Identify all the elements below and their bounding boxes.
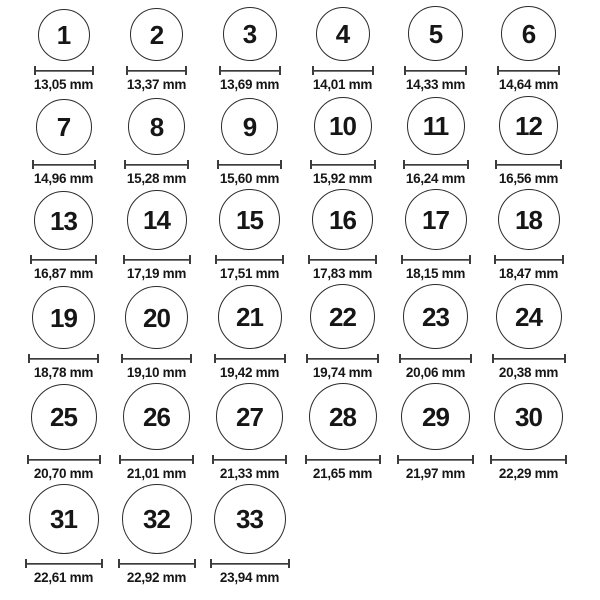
ring-circle xyxy=(125,286,188,349)
ring-circle xyxy=(221,98,278,155)
ring-size-number: 11 xyxy=(422,111,449,141)
diameter-measure-line xyxy=(32,160,96,169)
ring-circle xyxy=(407,97,465,155)
diameter-measure-line xyxy=(403,160,469,169)
ring-size-number: 31 xyxy=(50,504,77,534)
ring-circle xyxy=(312,189,373,250)
diameter-label: 18,78 mm xyxy=(33,365,94,380)
ring-size-cell xyxy=(203,189,296,284)
diameter-measure-line xyxy=(401,255,471,264)
ring-circle xyxy=(130,8,183,61)
ring-size-number: 4 xyxy=(335,19,350,49)
ring-size-number: 22 xyxy=(329,301,356,332)
ring-size-number: 24 xyxy=(515,301,542,332)
diameter-label: 14,33 mm xyxy=(405,77,466,92)
ring-size-cell xyxy=(110,284,203,383)
diameter-label: 18,15 mm xyxy=(405,266,466,281)
ring-size-number: 28 xyxy=(329,401,356,432)
diameter-label: 19,74 mm xyxy=(312,365,373,380)
ring-circle xyxy=(128,98,185,155)
ring-size-cell xyxy=(389,284,482,383)
diameter-label: 14,64 mm xyxy=(498,77,559,92)
ring-circle xyxy=(405,189,467,250)
ring-size-number: 2 xyxy=(149,19,164,50)
diameter-measure-line xyxy=(27,455,101,464)
ring-size-cell xyxy=(17,484,110,588)
ring-size-cell xyxy=(17,383,110,484)
ring-circle xyxy=(501,6,556,61)
diameter-measure-line xyxy=(118,559,196,568)
ring-size-number: 15 xyxy=(236,204,263,235)
diameter-label: 15,28 mm xyxy=(126,171,187,186)
diameter-measure-line xyxy=(214,354,286,363)
diameter-label: 20,06 mm xyxy=(405,365,466,380)
diameter-label: 21,65 mm xyxy=(312,466,373,481)
ring-circle xyxy=(496,284,562,349)
ring-size-cell xyxy=(296,4,389,95)
diameter-label: 22,61 mm xyxy=(33,570,94,585)
ring-circle xyxy=(29,484,99,554)
diameter-measure-line xyxy=(28,354,99,363)
diameter-measure-line xyxy=(305,455,381,464)
diameter-measure-line xyxy=(219,66,281,75)
diameter-measure-line xyxy=(124,160,189,169)
ring-circle xyxy=(214,484,286,554)
ring-circle xyxy=(122,484,192,554)
diameter-label: 13,69 mm xyxy=(219,77,280,92)
diameter-label: 16,24 mm xyxy=(405,171,466,186)
ring-size-cell xyxy=(482,284,575,383)
ring-circle xyxy=(34,191,93,250)
ring-circle xyxy=(38,9,90,61)
diameter-label: 15,60 mm xyxy=(219,171,280,186)
diameter-label: 22,29 mm xyxy=(498,466,559,481)
diameter-measure-line xyxy=(490,455,567,464)
ring-size-cell xyxy=(389,95,482,189)
ring-circle xyxy=(218,285,282,349)
diameter-measure-line xyxy=(492,354,566,363)
diameter-measure-line xyxy=(308,255,377,264)
diameter-label: 18,47 mm xyxy=(498,266,559,281)
ring-size-number: 13 xyxy=(50,205,77,236)
ring-size-cell xyxy=(203,95,296,189)
ring-size-cell xyxy=(110,484,203,588)
ring-circle xyxy=(408,6,463,61)
diameter-measure-line xyxy=(312,66,374,75)
ring-circle xyxy=(499,96,558,155)
diameter-measure-line xyxy=(399,354,472,363)
diameter-label: 19,10 mm xyxy=(126,365,187,380)
diameter-label: 14,01 mm xyxy=(312,77,373,92)
diameter-label: 14,96 mm xyxy=(33,171,94,186)
ring-circle xyxy=(123,383,190,450)
diameter-label: 23,94 mm xyxy=(219,570,280,585)
ring-size-cell xyxy=(482,189,575,284)
ring-size-number: 30 xyxy=(515,401,542,432)
diameter-measure-line xyxy=(310,160,376,169)
diameter-label: 13,37 mm xyxy=(126,77,187,92)
ring-size-cell xyxy=(482,4,575,95)
ring-size-cell xyxy=(482,95,575,189)
diameter-label: 17,19 mm xyxy=(126,266,187,281)
ring-size-cell xyxy=(203,383,296,484)
ring-size-cell xyxy=(389,383,482,484)
diameter-label: 21,01 mm xyxy=(126,466,187,481)
diameter-measure-line xyxy=(404,66,467,75)
diameter-measure-line xyxy=(497,66,560,75)
ring-size-cell xyxy=(296,95,389,189)
diameter-measure-line xyxy=(25,559,103,568)
ring-size-cell xyxy=(17,95,110,189)
diameter-measure-line xyxy=(123,255,191,264)
ring-size-cell xyxy=(203,284,296,383)
diameter-measure-line xyxy=(306,354,379,363)
diameter-label: 15,92 mm xyxy=(312,171,373,186)
ring-circle xyxy=(32,286,95,349)
diameter-label: 16,87 mm xyxy=(33,266,94,281)
ring-circle xyxy=(401,383,470,450)
diameter-label: 20,38 mm xyxy=(498,365,559,380)
ring-size-number: 7 xyxy=(56,112,71,142)
ring-size-cell xyxy=(17,4,110,95)
diameter-measure-line xyxy=(34,66,94,75)
ring-size-number: 3 xyxy=(242,19,257,49)
ring-size-number: 18 xyxy=(515,204,542,235)
diameter-label: 17,83 mm xyxy=(312,266,373,281)
ring-size-number: 29 xyxy=(422,401,449,432)
ring-size-cell xyxy=(110,4,203,95)
ring-circle xyxy=(314,97,372,155)
ring-circle xyxy=(36,99,92,155)
ring-circle xyxy=(309,383,377,450)
diameter-label: 16,56 mm xyxy=(498,171,559,186)
ring-size-number: 9 xyxy=(242,111,257,142)
ring-size-cell xyxy=(389,4,482,95)
diameter-label: 21,97 mm xyxy=(405,466,466,481)
diameter-measure-line xyxy=(495,160,562,169)
ring-size-number: 8 xyxy=(149,111,164,142)
ring-circle xyxy=(127,190,187,250)
ring-size-cell xyxy=(482,383,575,484)
diameter-measure-line xyxy=(210,559,290,568)
diameter-label: 22,92 mm xyxy=(126,570,187,585)
ring-size-cell xyxy=(17,284,110,383)
ring-size-cell xyxy=(296,383,389,484)
ring-size-number: 14 xyxy=(143,205,170,235)
ring-size-cell xyxy=(110,383,203,484)
ring-size-number: 12 xyxy=(515,110,542,141)
ring-circle xyxy=(316,7,370,61)
ring-size-number: 19 xyxy=(50,302,77,333)
ring-size-cell xyxy=(203,4,296,95)
ring-size-cell xyxy=(17,189,110,284)
ring-circle xyxy=(403,284,468,349)
ring-size-number: 17 xyxy=(422,204,449,235)
diameter-measure-line xyxy=(119,455,194,464)
ring-size-cell xyxy=(296,189,389,284)
ring-size-cell xyxy=(389,189,482,284)
diameter-measure-line xyxy=(494,255,564,264)
ring-circle xyxy=(219,189,280,250)
diameter-label: 20,70 mm xyxy=(33,466,94,481)
ring-size-number: 16 xyxy=(329,204,356,235)
diameter-measure-line xyxy=(126,66,187,75)
diameter-label: 19,42 mm xyxy=(219,365,280,380)
ring-size-cell xyxy=(110,189,203,284)
ring-circle xyxy=(310,284,375,349)
ring-size-number: 6 xyxy=(521,18,536,49)
diameter-label: 21,33 mm xyxy=(219,466,280,481)
ring-size-number: 10 xyxy=(329,111,356,141)
ring-size-number: 23 xyxy=(422,301,449,332)
diameter-measure-line xyxy=(30,255,97,264)
ring-size-cell xyxy=(296,284,389,383)
ring-circle xyxy=(223,7,277,61)
ring-size-number: 5 xyxy=(428,18,443,49)
diameter-measure-line xyxy=(217,160,282,169)
diameter-measure-line xyxy=(212,455,287,464)
diameter-measure-line xyxy=(121,354,192,363)
ring-size-number: 25 xyxy=(50,402,77,432)
ring-size-number: 26 xyxy=(143,401,170,432)
ring-size-number: 33 xyxy=(236,504,263,535)
ring-circle xyxy=(31,384,97,450)
ring-size-number: 20 xyxy=(143,302,170,333)
ring-size-number: 1 xyxy=(56,20,71,50)
diameter-label: 13,05 mm xyxy=(33,77,94,92)
ring-size-number: 32 xyxy=(143,504,170,534)
ring-size-number: 21 xyxy=(236,302,263,332)
ring-circle xyxy=(216,383,283,450)
ring-circle xyxy=(498,189,560,250)
diameter-label: 17,51 mm xyxy=(219,266,280,281)
diameter-measure-line xyxy=(215,255,284,264)
ring-size-cell xyxy=(203,484,296,588)
ring-size-cell xyxy=(110,95,203,189)
ring-size-number: 27 xyxy=(236,401,263,432)
ring-circle xyxy=(494,383,563,450)
diameter-measure-line xyxy=(397,455,474,464)
